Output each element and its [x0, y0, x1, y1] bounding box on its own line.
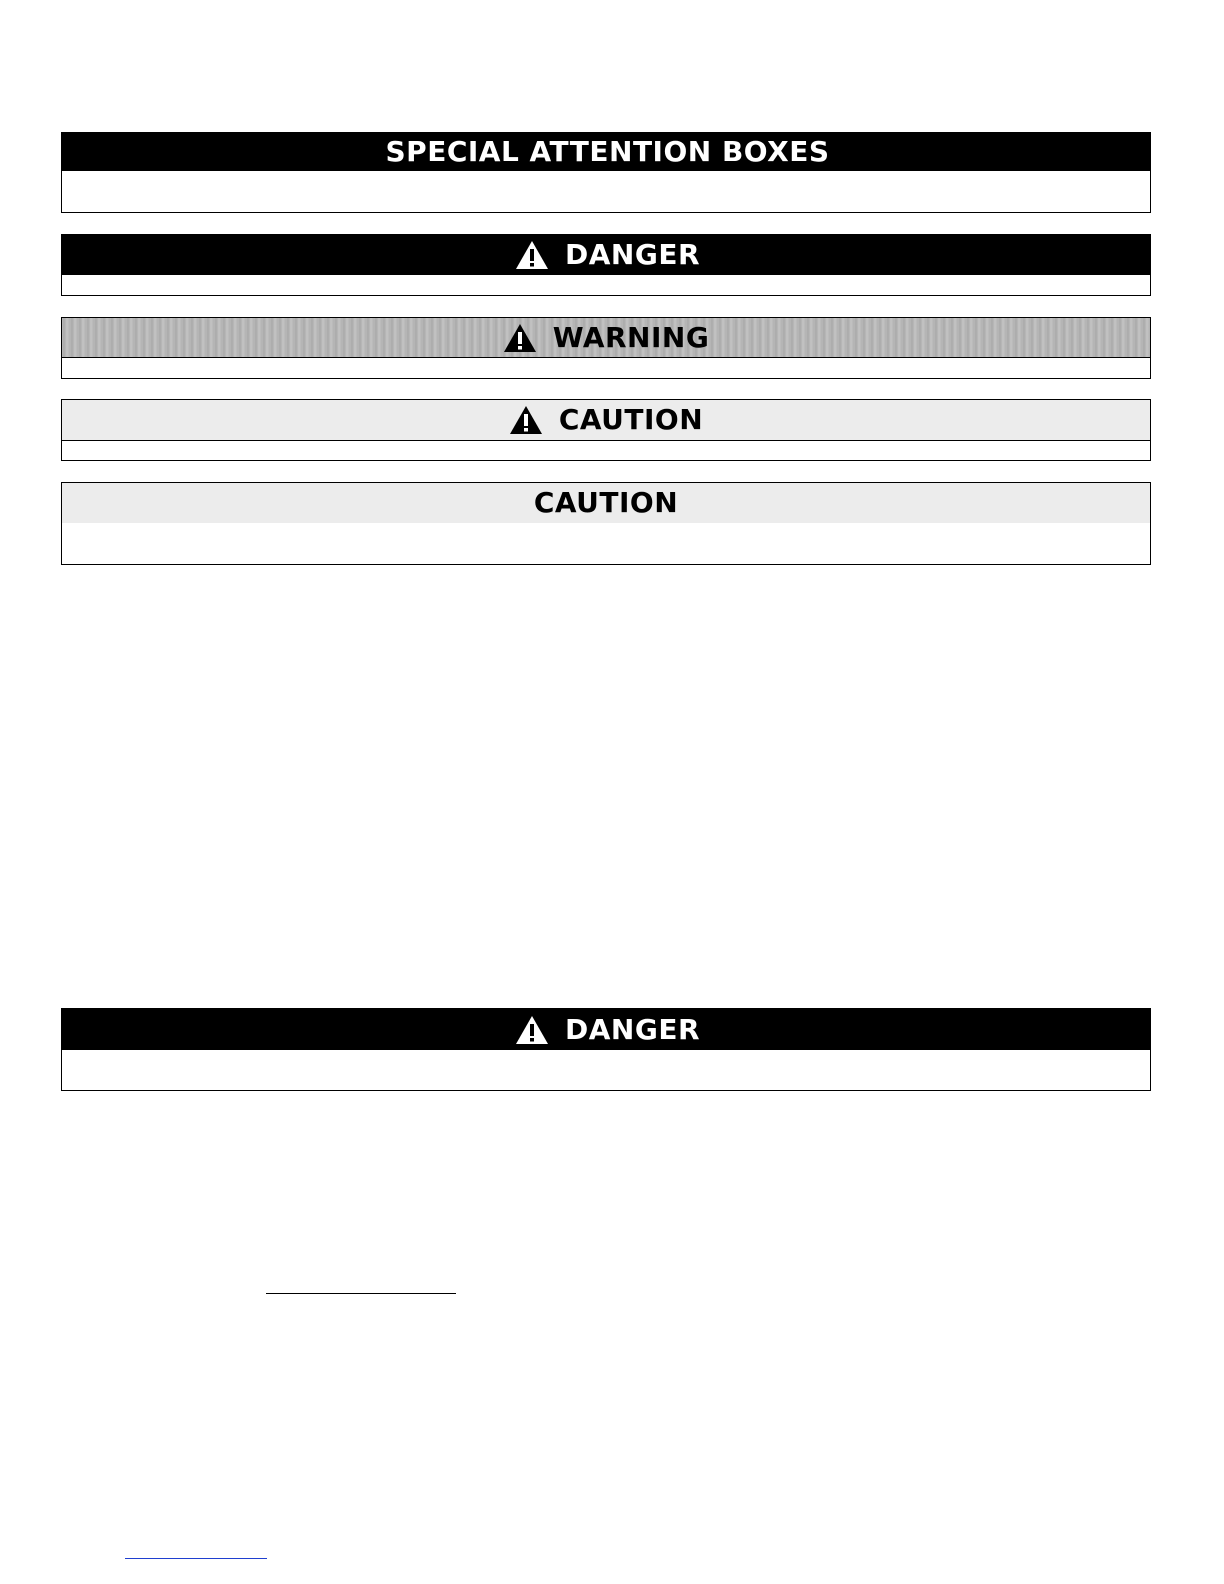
signature-line [266, 1293, 456, 1294]
danger-header [62, 235, 1150, 275]
danger-lower-box [61, 1008, 1151, 1091]
caution-icon-header [62, 400, 1150, 441]
caution-plain-box [61, 482, 1151, 565]
special-attention-header [62, 133, 1150, 171]
warning-box [61, 317, 1151, 379]
link-underline[interactable] [125, 1558, 267, 1559]
danger-lower-header [62, 1009, 1150, 1050]
warning-triangle-icon [509, 405, 543, 435]
danger-lower-title: DANGER [564, 1012, 700, 1046]
warning-title: WARNING [552, 320, 710, 354]
danger-title: DANGER [564, 238, 700, 271]
special-attention-title: SPECIAL ATTENTION BOXES [385, 135, 830, 168]
caution-icon-box [61, 399, 1151, 461]
caution-plain-title: CAUTION [533, 486, 679, 519]
warning-triangle-icon [515, 240, 549, 270]
caution-plain-header [62, 483, 1150, 523]
danger-box [61, 234, 1151, 296]
warning-triangle-icon [503, 323, 537, 353]
warning-header [62, 318, 1150, 358]
warning-triangle-icon [515, 1015, 549, 1045]
caution-icon-title: CAUTION [558, 403, 704, 436]
special-attention-box [61, 132, 1151, 213]
